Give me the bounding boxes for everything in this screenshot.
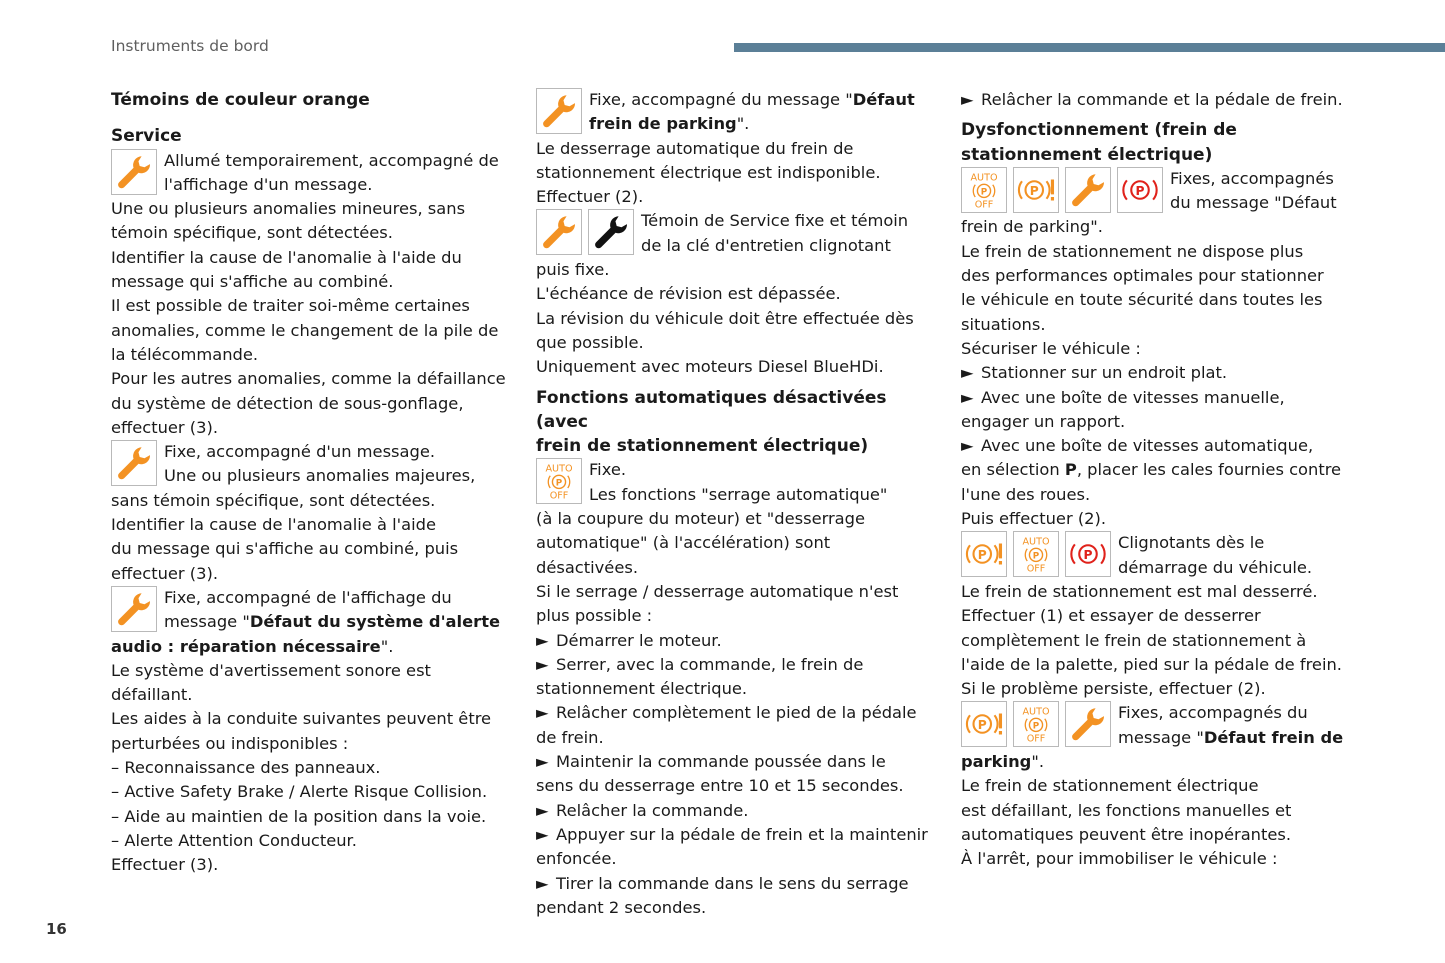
auto-p-off-icon xyxy=(1013,701,1059,747)
text-line: effectuer (3). xyxy=(111,417,219,437)
text-line: Effectuer (2). xyxy=(536,187,644,207)
text-line: Uniquement avec moteurs Diesel BlueHDi. xyxy=(536,357,884,377)
arrow-icon: ► xyxy=(961,387,974,407)
arrow-icon: ► xyxy=(536,654,549,674)
wrench-orange-icon xyxy=(1065,167,1111,213)
bold-text: Défaut frein de xyxy=(1203,727,1344,747)
text-line: perturbées ou indisponibles : xyxy=(111,733,349,753)
text-line: effectuer (3). xyxy=(111,563,219,583)
wrench-orange-icon xyxy=(1065,701,1111,747)
text-line: Une ou plusieurs anomalies majeures, xyxy=(164,466,476,486)
p-exclamation-icon xyxy=(1013,167,1059,213)
column-3 xyxy=(961,88,1356,872)
text-line: Les fonctions "serrage automatique" xyxy=(589,484,888,504)
arrow-icon: ► xyxy=(961,436,974,456)
section-heading: stationnement électrique) xyxy=(961,144,1213,165)
section-heading: Témoins de couleur orange xyxy=(111,90,370,110)
text-line: frein de parking". xyxy=(961,217,1103,237)
auto-p-off-icon xyxy=(961,167,1007,213)
arrow-icon: ► xyxy=(536,800,549,820)
text-line: anomalies, comme le changement de la pile de xyxy=(111,320,499,340)
text-line: du message "Défaut xyxy=(1170,193,1337,213)
p-exclamation-icon xyxy=(961,701,1007,747)
arrow-icon: ► xyxy=(961,90,974,109)
text-line: de la clé d'entretien clignotant xyxy=(641,235,891,255)
auto-p-off-icon xyxy=(1013,531,1059,577)
section-heading: frein de stationnement électrique) xyxy=(536,436,869,457)
text-line: Identifier la cause de l'anomalie à l'aide du xyxy=(111,247,462,267)
parking-brake-red-icon xyxy=(1065,531,1111,577)
column-1 xyxy=(111,88,511,878)
text-line: l'aide de la palette, pied sur la pédale de frein. xyxy=(961,654,1342,674)
text-line: situations. xyxy=(961,314,1046,334)
p-exclamation-icon xyxy=(961,531,1007,577)
list-item: – Aide au maintien de la position dans la voie. xyxy=(111,806,487,826)
step-text: Appuyer sur la pédale de frein et la maintenir xyxy=(556,824,928,844)
malfunction-block-3 xyxy=(961,701,1356,750)
text-line: message qui s'affiche au combiné. xyxy=(111,272,394,292)
text-line: À l'arrêt, pour immobiliser le véhicule : xyxy=(961,849,1278,869)
text-line: Si le problème persiste, effectuer (2). xyxy=(961,679,1266,699)
arrow-icon: ► xyxy=(536,752,549,772)
text-line: Clignotants dès le xyxy=(1118,533,1265,553)
text-line: désactivées. xyxy=(536,557,638,577)
list-item: – Alerte Attention Conducteur. xyxy=(111,830,357,850)
text-line: Fixe, accompagné d'un message. xyxy=(164,442,436,462)
text-span: message " xyxy=(164,612,250,632)
text-line: puis fixe. xyxy=(536,260,610,280)
wrench-orange-icon xyxy=(536,209,582,255)
text-line: Sécuriser le véhicule : xyxy=(961,338,1141,358)
section-heading: Dysfonctionnement (frein de xyxy=(961,120,1237,141)
wrench-orange-icon xyxy=(111,440,157,486)
text-line: stationnement électrique est indisponible. xyxy=(536,162,881,182)
text-line: que possible. xyxy=(536,332,644,352)
svg-text:P: P xyxy=(555,478,563,489)
text-line: Pour les autres anomalies, comme la défaillance xyxy=(111,369,506,389)
malfunction-block-1 xyxy=(961,167,1356,216)
service-block-1-text: Allumé temporairement, accompagné de l'affichage d'un message. xyxy=(164,150,499,194)
text-line: Effectuer (3). xyxy=(111,855,219,875)
list-item: – Reconnaissance des panneaux. xyxy=(111,758,381,778)
text-line: automatiques peuvent être inopérantes. xyxy=(961,824,1292,844)
auto-off-block xyxy=(536,458,941,507)
step-text: enfoncée. xyxy=(536,849,617,869)
off-label: OFF xyxy=(549,490,569,502)
text-line: Une ou plusieurs anomalies mineures, sans xyxy=(111,199,466,219)
step-text: Maintenir la commande poussée dans le xyxy=(556,752,886,772)
arrow-icon: ► xyxy=(536,630,549,650)
text-line: automatique" (à l'accélération) sont xyxy=(536,533,831,553)
wrench-orange-icon xyxy=(111,149,157,195)
step-text: Relâcher la commande. xyxy=(556,800,749,820)
step-text: Avec une boîte de vitesses manuelle, xyxy=(981,387,1285,407)
service-block-1 xyxy=(111,149,511,198)
auto-p-off-icon xyxy=(536,458,582,504)
wrench-black-icon xyxy=(588,209,634,255)
arrow-icon: ► xyxy=(536,824,549,844)
wrench-orange-icon xyxy=(536,88,582,134)
text-line: la télécommande. xyxy=(111,344,259,364)
step-text: l'une des roues. xyxy=(961,484,1091,504)
step-text: stationnement électrique. xyxy=(536,679,748,699)
text-line: complètement le frein de stationnement à xyxy=(961,630,1307,650)
text-line: L'échéance de révision est dépassée. xyxy=(536,284,841,304)
text-line: est défaillant, les fonctions manuelles et xyxy=(961,800,1292,820)
step-text: Relâcher la commande et la pédale de frein. xyxy=(981,90,1343,109)
step-text: engager un rapport. xyxy=(961,411,1126,431)
text-line: Il est possible de traiter soi-même certaines xyxy=(111,296,470,316)
bold-text: Défaut xyxy=(852,90,915,109)
text-line: Les aides à la conduite suivantes peuvent être xyxy=(111,709,492,729)
header-title: Instruments de bord xyxy=(111,37,269,55)
bold-text: Défaut du système d'alerte xyxy=(249,612,501,632)
text-line: La révision du véhicule doit être effectuée dès xyxy=(536,308,914,328)
bold-text: frein de parking xyxy=(589,114,737,134)
text-span: ". xyxy=(736,114,750,134)
text-line: Fixe. xyxy=(589,460,627,480)
text-line: Fixes, accompagnés du xyxy=(1118,703,1308,723)
text-line: le véhicule en toute sécurité dans toutes les xyxy=(961,290,1323,310)
step-text: de frein. xyxy=(536,727,604,747)
bold-text: audio : réparation nécessaire xyxy=(111,636,381,656)
text-line: plus possible : xyxy=(536,606,653,626)
page-number: 16 xyxy=(46,920,67,938)
parking-brake-red-icon xyxy=(1117,167,1163,213)
text-line: Le frein de stationnement électrique xyxy=(961,776,1259,796)
column-2 xyxy=(536,88,941,920)
text-line: témoin spécifique, sont détectées. xyxy=(111,223,393,243)
step-text: Avec une boîte de vitesses automatique, xyxy=(981,436,1314,456)
text-line: Puis effectuer (2). xyxy=(961,509,1107,529)
header-bar xyxy=(734,43,1445,52)
arrow-icon: ► xyxy=(536,703,549,723)
service-heading: Service xyxy=(111,126,182,147)
text-span: Fixe, accompagné du message " xyxy=(589,90,853,109)
text-line: Si le serrage / desserrage automatique n'est xyxy=(536,581,899,601)
text-line: Le desserrage automatique du frein de xyxy=(536,138,854,158)
section-heading: Fonctions automatiques désactivées (avec xyxy=(536,387,887,432)
text-line: du système de détection de sous-gonflage, xyxy=(111,393,464,413)
auto-label: AUTO xyxy=(545,463,573,475)
text-line: Le système d'avertissement sonore est xyxy=(111,660,431,680)
text-line: Effectuer (1) et essayer de desserrer xyxy=(961,606,1261,626)
step-text: sens du desserrage entre 10 et 15 secondes. xyxy=(536,776,904,796)
step-text: Tirer la commande dans le sens du serrage xyxy=(556,873,909,893)
text-line: sans témoin spécifique, sont détectées. xyxy=(111,490,436,510)
text-line: Identifier la cause de l'anomalie à l'aide xyxy=(111,515,436,535)
step-text: pendant 2 secondes. xyxy=(536,897,707,917)
text-span: , placer les cales fournies contre xyxy=(1076,460,1342,480)
text-line: (à la coupure du moteur) et "desserrage xyxy=(536,509,866,529)
text-span: ". xyxy=(380,636,394,656)
service-key-block xyxy=(536,209,941,258)
list-item: – Active Safety Brake / Alerte Risque Collision. xyxy=(111,782,488,802)
service-block-2 xyxy=(111,440,511,489)
text-line: Fixes, accompagnés xyxy=(1170,168,1334,188)
step-text: Stationner sur un endroit plat. xyxy=(981,363,1228,383)
step-text: Serrer, avec la commande, le frein de xyxy=(556,654,864,674)
bold-text: parking xyxy=(961,752,1032,772)
parking-fault-block xyxy=(536,88,941,137)
text-line: du message qui s'affiche au combiné, puis xyxy=(111,539,459,559)
malfunction-block-2 xyxy=(961,531,1356,580)
text-span: ". xyxy=(1031,752,1044,772)
text-span: message " xyxy=(1118,727,1204,747)
wrench-orange-icon xyxy=(111,586,157,632)
text-line: démarrage du véhicule. xyxy=(1118,557,1313,577)
text-line: défaillant. xyxy=(111,685,193,705)
arrow-icon: ► xyxy=(536,873,549,893)
text-line: Le frein de stationnement ne dispose plus xyxy=(961,241,1304,261)
text-line: Le frein de stationnement est mal desserré. xyxy=(961,581,1318,601)
step-text: Démarrer le moteur. xyxy=(556,630,722,650)
text-line: des performances optimales pour stationner xyxy=(961,266,1324,286)
text-line: Témoin de Service fixe et témoin xyxy=(641,211,909,231)
text-span: en sélection xyxy=(961,460,1065,480)
step-text: Relâcher complètement le pied de la pédale xyxy=(556,703,917,723)
arrow-icon: ► xyxy=(961,363,974,383)
bold-text: P xyxy=(1064,460,1077,480)
service-block-3 xyxy=(111,586,511,635)
text-line: Fixe, accompagné de l'affichage du xyxy=(164,587,452,607)
